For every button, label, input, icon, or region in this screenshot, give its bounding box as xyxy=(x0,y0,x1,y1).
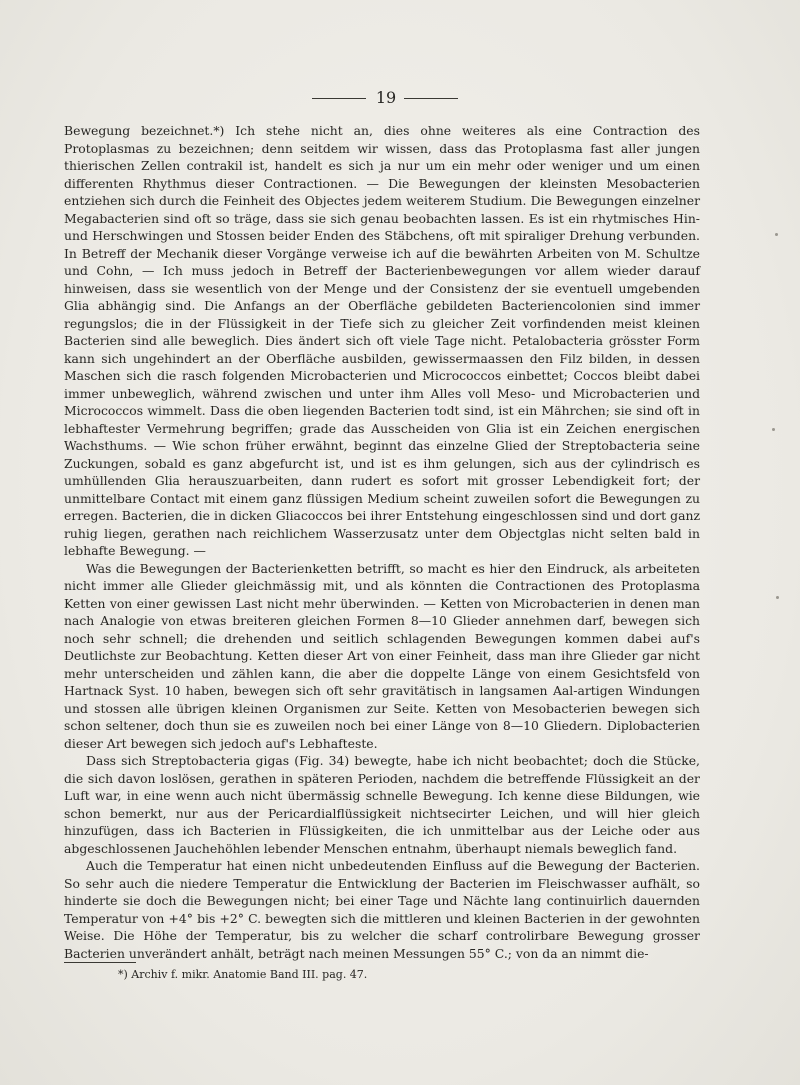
paragraph: Bewegung bezeichnet.*) Ich stehe nicht an, dies ohne weiteres als eine Contraction des Protoplasmas zu bezeichnen; denn seitdem wir wissen, dass das Protoplasma fast aller jungen thierischen Zellen contrakil ist, handelt es sich ja nur um ein mehr oder weniger und um einen differenten Rhythmus dieser Contractionen. — Die Bewegungen der kleinsten Mesobacterien entziehen sich durch die Feinheit des Objectes jedem weiterem Studium. Die Bewegungen einzelner Megabacterien sind oft so träge, dass sie sich genau beobachten lassen. Es ist ein rhytmisches Hin- und Herschwingen und Stossen beider Enden des Stäbchens, oft mit spiraliger Drehung verbunden. In Betreff der Mechanik dieser Vorgänge verweise ich auf die bewährten Arbeiten von M. Schultze und Cohn, — Ich muss jedoch in Betreff der Bacterienbewegungen vor allem wieder darauf hinweisen, dass sie wesentlich von der Menge und der Consistenz der sie eventuell umgebenden Glia abhängig sind. Die Anfangs an der Oberfläche gebildeten Bacteriencolonien sind immer regungslos; die in der Flüssigkeit in der Tiefe sich zu gleicher Zeit vorfindenden meist kleinen Bacterien sind alle beweglich. Dies ändert sich oft viele Tage nicht. Petalobacteria grösster Form kann sich ungehindert an der Oberfläche ausbilden, gewissermaassen den Filz bilden, in dessen Maschen sich die rasch folgenden Microbacterien und Micrococcos einbettet; Coccos bleibt dabei immer unbeweglich, während zwischen und unter ihm Alles voll Meso- und Microbacterien und Micrococcos wimmelt. Dass die oben liegenden Bacterien todt sind, ist ein Mährchen; sie sind oft in lebhaftester Vermehrung begriffen; grade das Ausscheiden von Glia ist ein Zeichen energischen Wachsthums. — Wie schon früher erwähnt, beginnt das einzelne Glied der Streptobacteria seine Zuckungen, sobald es ganz abgefurcht ist, und ist es ihm gelungen, sich aus der cylindrisch es umhüllenden Glia herauszuarbeiten, dann rudert es sofort mit grosser Lebendigkeit fort; der unmittelbare Contact mit einem ganz flüssigen Medium scheint zuweilen sofort die Bewegungen zu erregen. Bacterien, die in dicken Gliacoccos bei ihrer Entstehung eingeschlossen sind und dort ganz ruhig liegen, gerathen nach reichlichem Wasserzusatz unter dem Objectglas nicht selten bald in lebhafte Bewegung. — xyxy=(64,123,700,558)
paper-speck xyxy=(776,596,779,599)
paragraph: Dass sich Streptobacteria gigas (Fig. 34) bewegte, habe ich nicht beobachtet; doch die Stücke, die sich davon loslösen, gerathen in späteren Perioden, nachdem die betreffende Flüssigkeit an der Luft war, in eine wenn auch nicht übermässig schnelle Bewegung. Ich kenne diese Bildungen, wie schon bemerkt, nur aus der Pericardialflüssigkeit nichtsecirter Leichen, und will hier gleich hinzufügen, dass ich Bacterien in Flüssigkeiten, die ich unmittelbar aus der Leiche oder aus abgeschlossenen Jauchehöhlen lebender Menschen entnahm, überhaupt niemals beweglich fand. xyxy=(64,753,700,856)
paragraph: Auch die Temperatur hat einen nicht unbedeutenden Einfluss auf die Bewegung der Bacterien. So sehr auch die niedere Temperatur die Entwicklung der Bacterien im Fleischwasser aufhält, so hinderte sie doch die Bewegungen nicht; bei einer Tage und Nächte lang continuirlich dauernden Temperatur von +4° bis +2° C. bewegten sich die mittleren und kleinen Bacterien in der gewohnten Weise. Die Höhe der Temperatur, bis zu welcher die scharf controlirbare Bewegung grosser Bacterien unverändert anhält, beträgt nach meinen Messungen 55° C.; von da an nimmt die- xyxy=(64,858,700,961)
footnote-rule xyxy=(64,962,136,963)
page-number: 19 xyxy=(375,88,397,107)
page-header xyxy=(0,88,800,108)
header-rule-left xyxy=(312,98,366,99)
paper-speck xyxy=(772,428,775,431)
body-text xyxy=(64,122,700,962)
paper-speck xyxy=(775,233,778,236)
header-rule-right xyxy=(404,98,458,99)
footnote: *) Archiv f. mikr. Anatomie Band III. pag. 47. xyxy=(118,968,368,981)
paragraph: Was die Bewegungen der Bacterienketten betrifft, so macht es hier den Eindruck, als arbeiteten nicht immer alle Glieder gleichmässig mit, und als könnten die Contractionen des Protoplasma Ketten von einer gewissen Last nicht mehr überwinden. — Ketten von Microbacterien in denen man nach Analogie von etwas breiteren gleichen Formen 8—10 Glieder annehmen darf, bewegen sich noch sehr schnell; die drehenden und seitlich schlagenden Bewegungen kommen dabei auf's Deutlichste zur Beobachtung. Ketten dieser Art von einer Feinheit, dass man ihre Glieder gar nicht mehr unterscheiden und zählen kann, die aber die doppelte Länge von einem Gesichtsfeld von Hartnack Syst. 10 haben, bewegen sich oft sehr gravitätisch in langsamen Aal-artigen Windungen und stossen alle übrigen kleinen Organismen zur Seite. Ketten von Mesobacterien bewegen sich schon seltener, doch thun sie es zuweilen noch bei einer Länge von 8—10 Gliedern. Diplobacterien dieser Art bewegen sich jedoch auf's Lebhafteste. xyxy=(64,560,700,751)
